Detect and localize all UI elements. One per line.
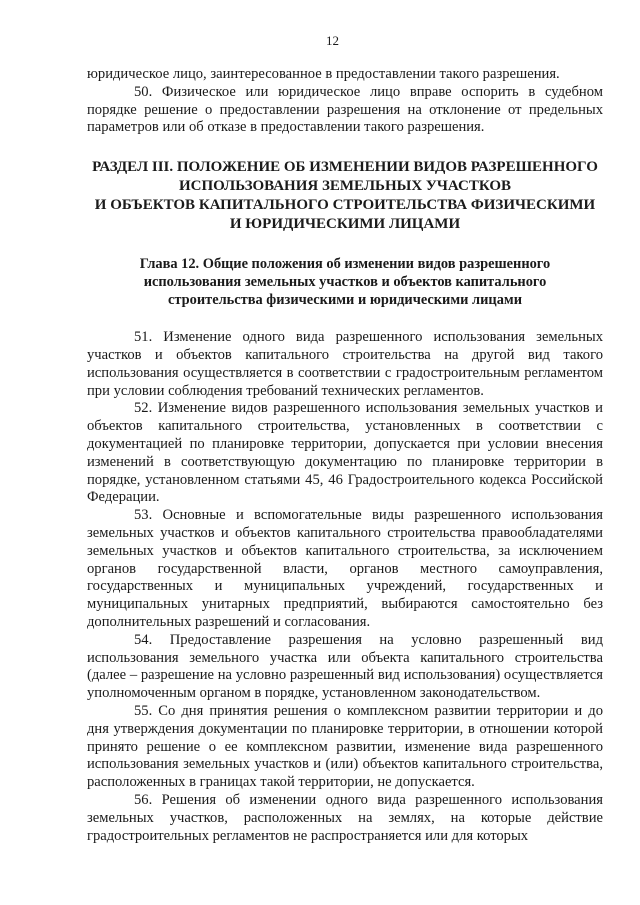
- chapter-title: [87, 255, 603, 309]
- page-number: 12: [326, 33, 339, 48]
- section-title: [87, 158, 603, 234]
- paragraph-49-continuation: юридическое лицо, заинтересованное в предоставлении такого разрешения.: [87, 66, 560, 82]
- section-title-line: РАЗДЕЛ III. ПОЛОЖЕНИЕ ОБ ИЗМЕНЕНИИ ВИДОВ РАЗРЕШЕННОГО: [92, 159, 598, 176]
- paragraph-51: 51. Изменение одного вида разрешенного использования земельных участков и объектов капитального строительства на другой вид такого использования осуществляется в соответствии с градостроительным регламентом при условии соблюдения требований технических регламентов.: [87, 329, 603, 399]
- paragraph-55: 55. Со дня принятия решения о комплексном развитии территории и до дня утверждения документации по планировке территории, в отношении которой принято решение о ее комплексном развитии, изменение вида разрешенного использования земельных участков и (или) объектов капитального строительства, расположенных в границах такой территории, не допускается.: [87, 702, 603, 791]
- section-title-line: И ЮРИДИЧЕСКИМИ ЛИЦАМИ: [229, 216, 461, 233]
- section-title-line: И ОБЪЕКТОВ КАПИТАЛЬНОГО СТРОИТЕЛЬСТВА ФИЗИЧЕСКИМИ: [94, 197, 596, 214]
- paragraph-56: 56. Решения об изменении одного вида разрешенного использования земельных участков, расположенных на землях, на которые действие градостроительных регламентов не распространяется или для которых: [87, 791, 603, 844]
- page-content: [87, 66, 603, 845]
- paragraph-53: 53. Основные и вспомогательные виды разрешенного использования земельных участков и объектов капитального строительства правообладателями земельных участков и объектов капитального строительства, за исключением органов государственной власти, органов местного самоуправления, государственных и муниципальных учреждений, государственных и муниципальных унитарных предприятий, выбираются самостоятельно без дополнительных разрешений и согласования.: [87, 507, 603, 630]
- chapter-title-line: Глава 12. Общие положения об изменении видов разрешенного: [139, 256, 551, 273]
- chapter-title-line: строительства физическими и юридическими лицами: [168, 292, 522, 309]
- paragraph-52: 52. Изменение видов разрешенного использования земельных участков и объектов капитального строительства, установленных в соответствии с документацией по планировке территории, допускается при условии внесения изменений в соответствующую документацию по планировке территории в порядке, установленном статьями 45, 46 Градостроительного кодекса Российской Федерации.: [87, 400, 603, 506]
- paragraph-54: 54. Предоставление разрешения на условно разрешенный вид использования земельного участка или объекта капитального строительства (далее – разрешение на условно разрешенный вид использования) осуществляется уполномоченным органом в порядке, установленном законодательством.: [87, 631, 603, 702]
- section-title-line: ИСПОЛЬЗОВАНИЯ ЗЕМЕЛЬНЫХ УЧАСТКОВ: [178, 178, 512, 195]
- chapter-title-line: использования земельных участков и объектов капитального: [143, 274, 547, 291]
- paragraph-50: 50. Физическое или юридическое лицо вправе оспорить в судебном порядке решение о предоставлении разрешения на отклонение от предельных параметров или об отказе в предоставлении такого разрешения.: [87, 83, 603, 136]
